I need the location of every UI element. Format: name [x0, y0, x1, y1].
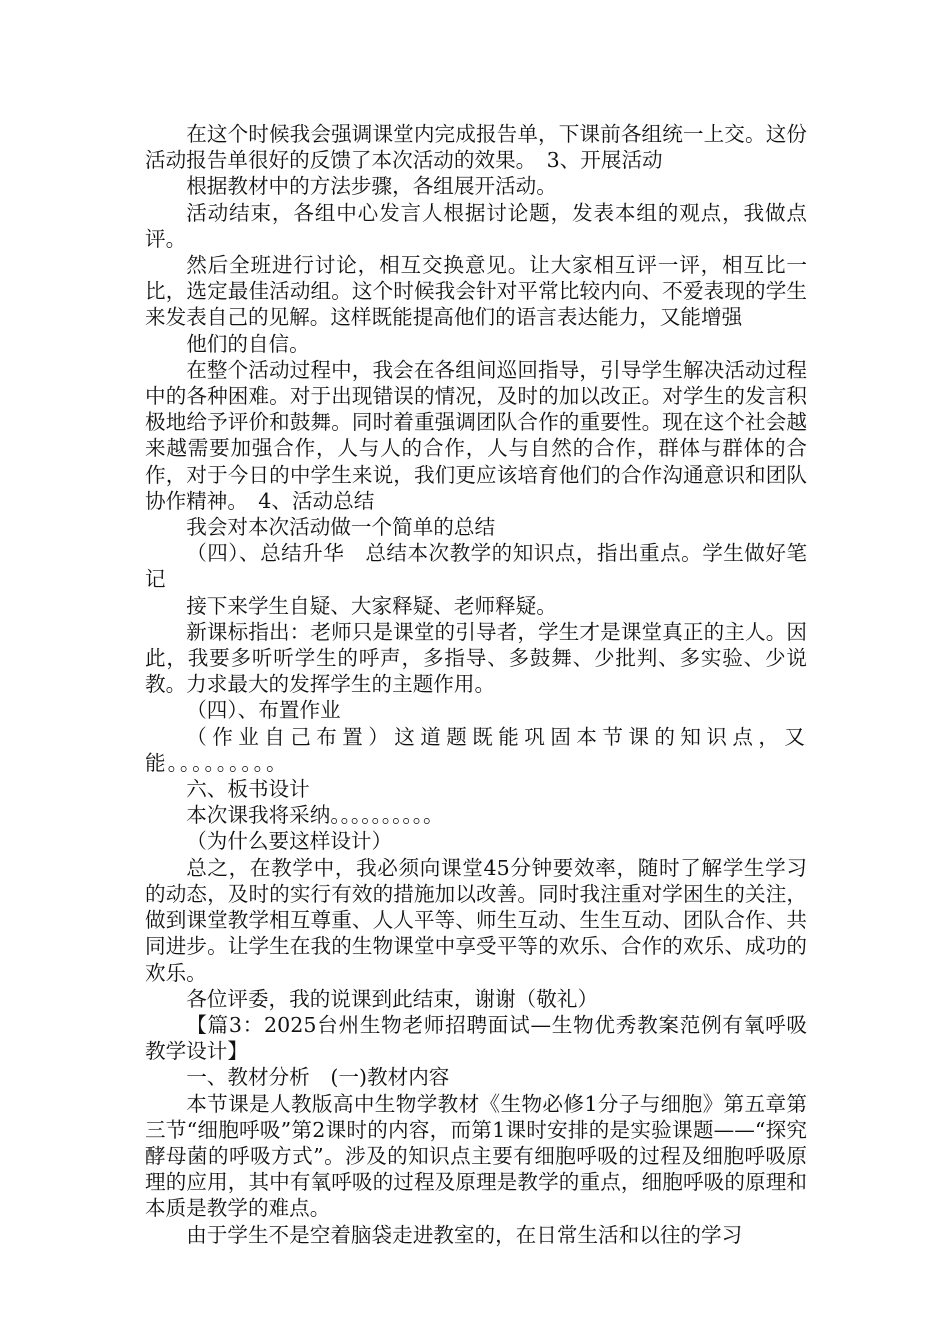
paragraph-guidance: 在整个活动过程中，我会在各组间巡回指导，引导学生解决活动过程中的各种困难。对于出现错误的情况，及时的加以改正。对学生的发言积极地给予评价和鼓舞。同时着重强调团队合作的重要性。现在这个社会越来越需要加强合作，人与人的合作，人与自然的合作，群体与群体的合作，对于今日的中学生来说，我们更应该培育他们的合作沟通意识和团队协作精神。 4、活动总结: [145, 357, 807, 513]
paragraph-students-background: 由于学生不是空着脑袋走进教室的，在日常生活和以往的学习: [186, 1222, 743, 1247]
paragraph-new-curriculum: 新课标指出：老师只是课堂的引导者，学生才是课堂真正的主人。因此，我要多听听学生的呼声，多指导、多鼓舞、少批判、多实验、少说教。力求最大的发挥学生的主题作用。: [145, 619, 807, 697]
paragraph-self-doubt: 接下来学生自疑、大家释疑、老师释疑。: [186, 593, 557, 618]
paragraph-lesson-content: 本节课是人教版高中生物学教材《生物必修1分子与细胞》第五章第三节“细胞呼吸”第2课时的内容，而第1课时安排的是实验课题——“探究酵母菌的呼吸方式”。涉及的知识点主要有细胞呼吸的过程及细胞呼吸原理的应用，其中有氧呼吸的过程及原理是教学的重点，细胞呼吸的原理和本质是教学的难点。: [145, 1091, 807, 1221]
heading-board-design: 六、板书设计: [186, 777, 310, 802]
document-body: [145, 121, 807, 1248]
paragraph-activity-steps: 根据教材中的方法步骤，各组展开活动。: [186, 174, 557, 199]
heading-homework: （四）、布置作业: [186, 698, 341, 723]
paragraph-board-adopt: 本次课我将采纳。。。。。。。。。。: [186, 803, 444, 828]
paragraph-homework-detail: （作业自己布置）这道题既能巩固本节课的知识点，又能。。。。。。。。。: [145, 724, 807, 775]
paragraph-summary-intro: 我会对本次活动做一个简单的总结: [186, 515, 496, 540]
heading-article-3: 【篇3：2025台州生物老师招聘面试—生物优秀教案范例有氧呼吸教学设计】: [145, 1012, 807, 1064]
paragraph-thanks: 各位评委，我的说课到此结束，谢谢（敬礼）: [186, 986, 599, 1011]
paragraph-conclusion: 总之，在教学中，我必须向课堂45分钟要效率，随时了解学生学习的动态，及时的实行有效的措施加以改善。同时我注重对学困生的关注，做到课堂教学相互尊重、人人平等、师生互动、生生互动、团队合作、共同进步。让学生在我的生物课堂中享受平等的欢乐、合作的欢乐、成功的欢乐。: [145, 855, 807, 985]
paragraph-activity-end: 活动结束，各组中心发言人根据讨论题，发表本组的观点，我做点评。: [145, 200, 807, 251]
paragraph-report-sheet: 在这个时候我会强调课堂内完成报告单，下课前各组统一上交。这份活动报告单很好的反馈了本次活动的效果。 3、开展活动: [145, 122, 807, 173]
heading-summary-elevation: （四）、总结升华 总结本次教学的知识点，指出重点。学生做好笔记: [145, 541, 807, 592]
paragraph-class-discussion: 然后全班进行讨论，相互交换意见。让大家相互评一评，相互比一比，选定最佳活动组。这个时候我会针对平常比较内向、不爱表现的学生 来发表自己的见解。这样既能提高他们的语言表达能力，又能增强: [145, 253, 807, 330]
heading-textbook-analysis: 一、教材分析 (一)教材内容: [186, 1065, 450, 1090]
paragraph-why-design: （为什么要这样设计）: [186, 829, 393, 854]
paragraph-confidence: 他们的自信。: [186, 331, 310, 356]
